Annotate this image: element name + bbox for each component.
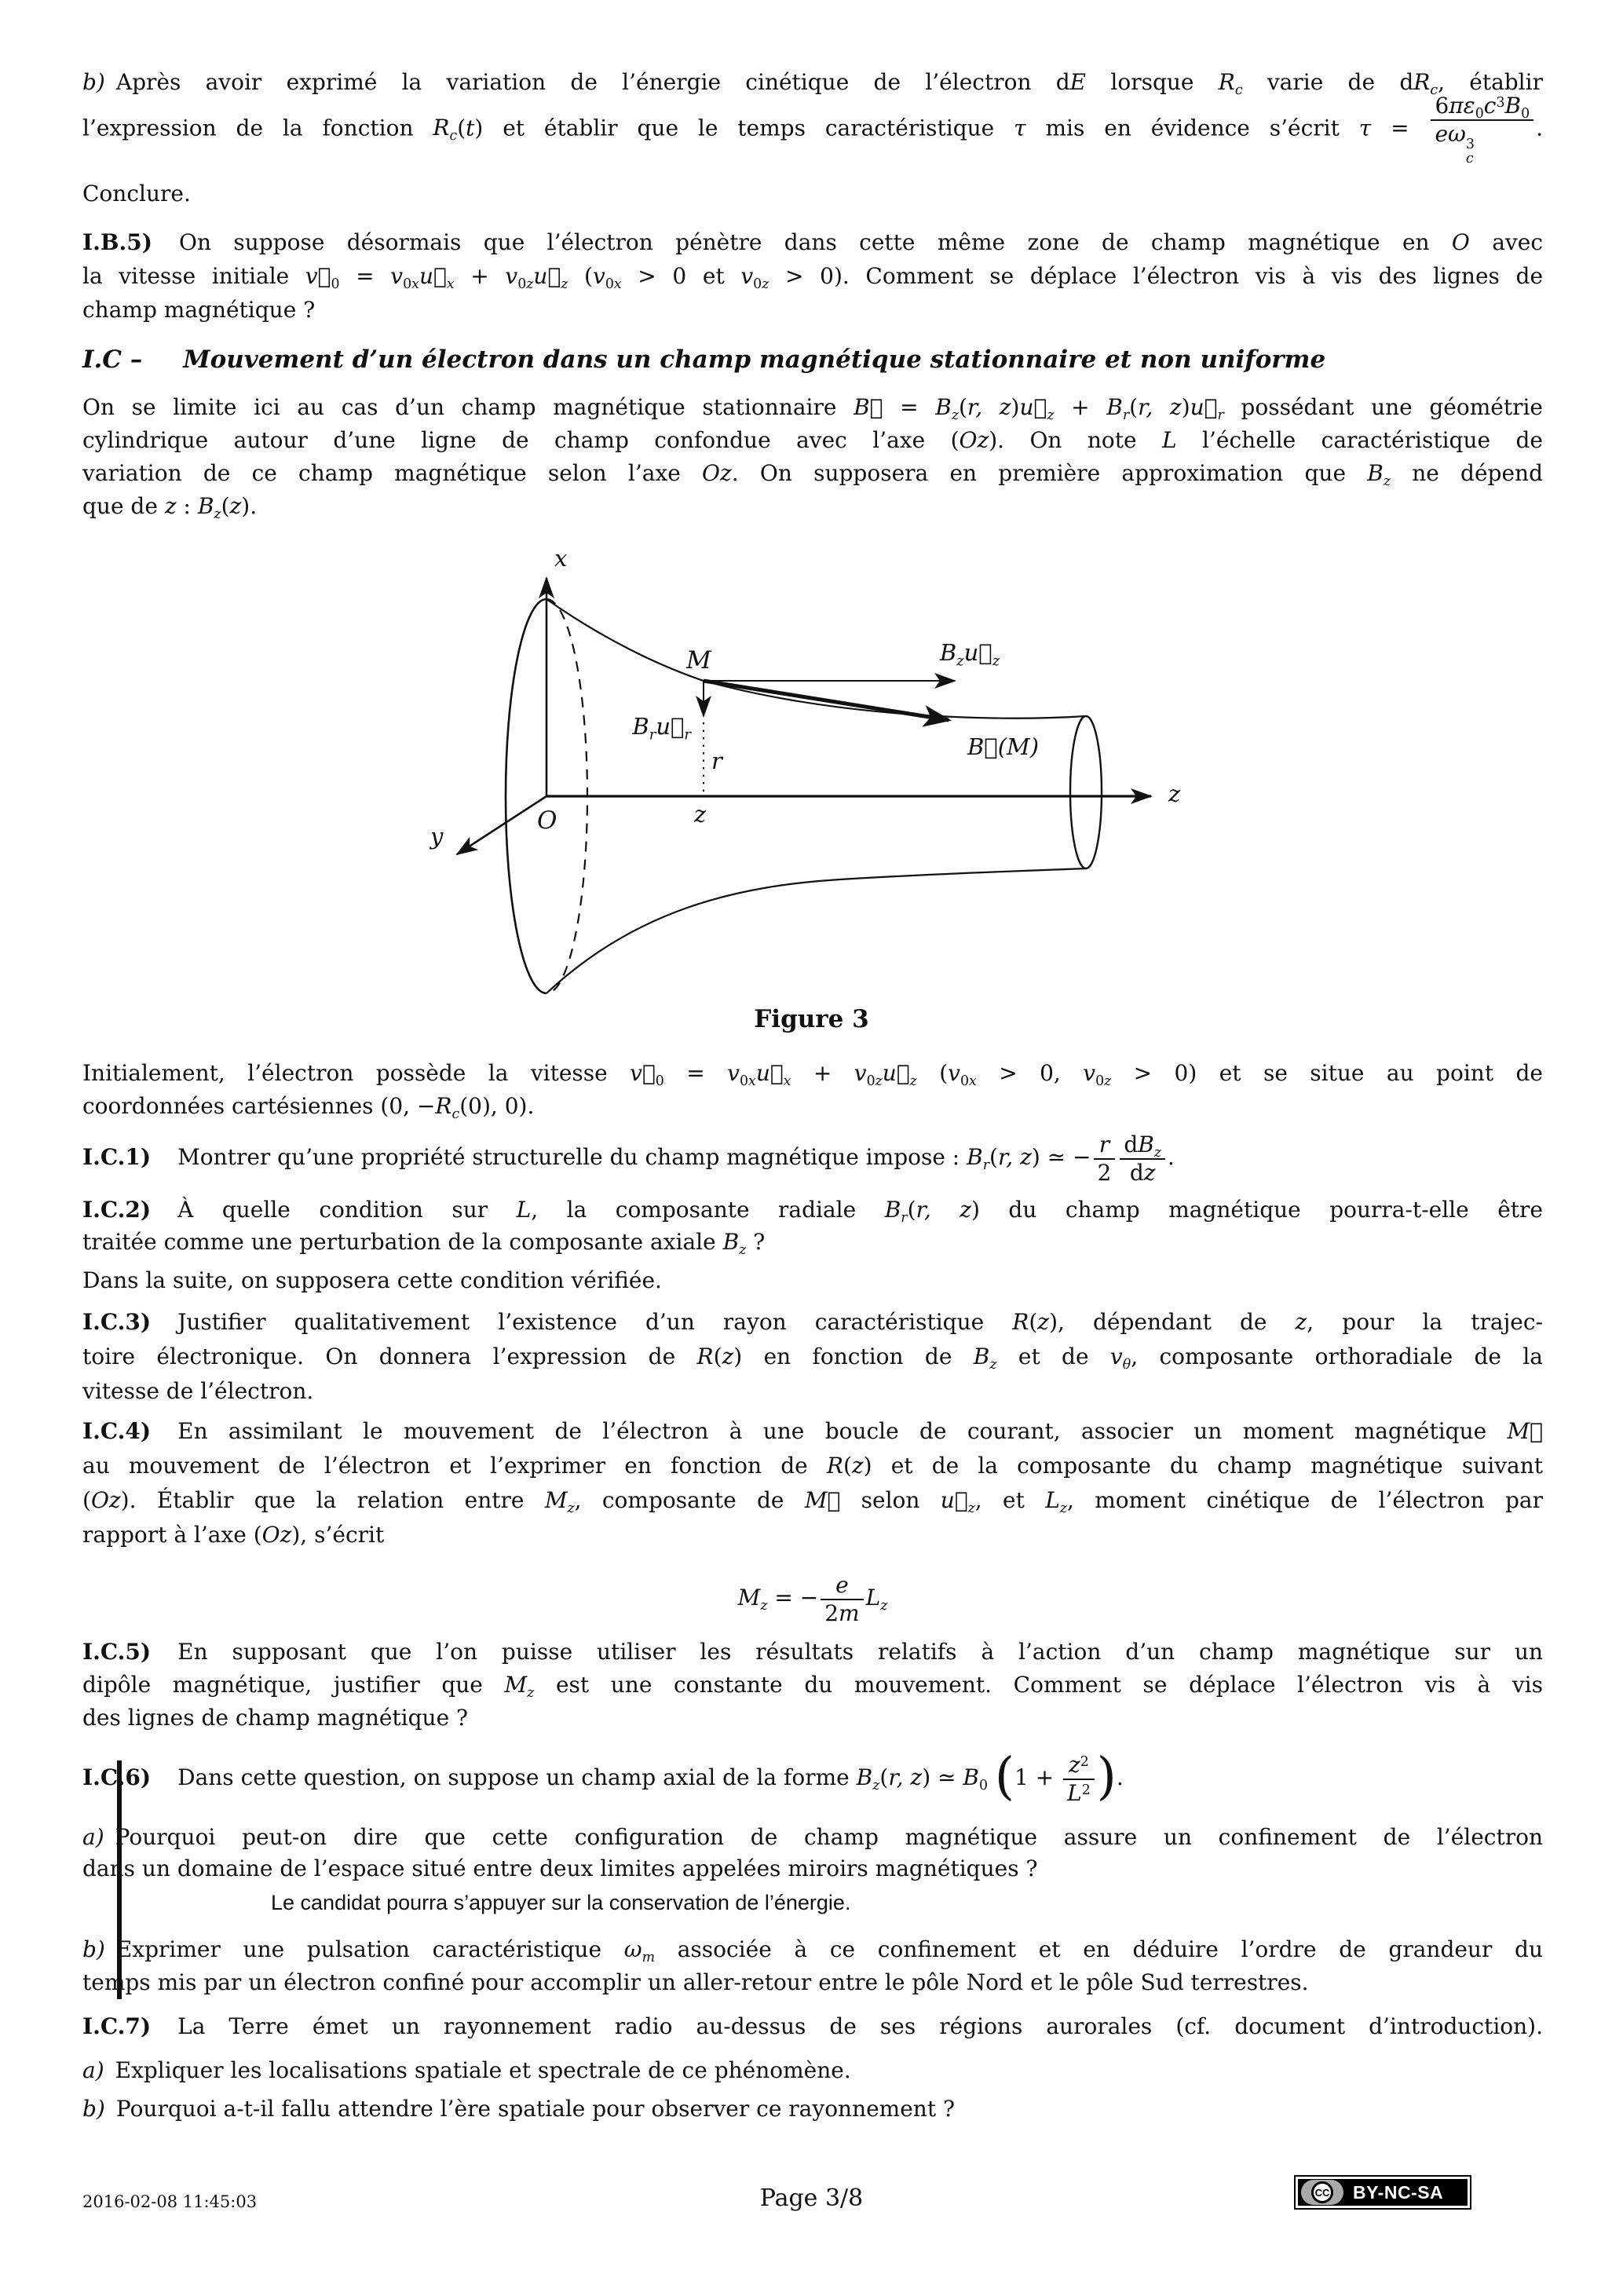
horn-mouth-front-arc bbox=[506, 599, 546, 993]
figure-3-drawing bbox=[424, 542, 1241, 1013]
equation-line: $M_z$ = − $\frac{e}{2m}$ $L_z$ bbox=[737, 1571, 888, 1626]
question-ic6 bbox=[82, 1737, 1543, 1819]
text-line: Initialement, l’électron possède la vitesse $v⃗_0$ = $v_{0x}u⃗_x$ + $v_{0z}u⃗_z$ ($v_{0x} > 0$, $v_{0z} > 0$) et se situe au point de bbox=[82, 1060, 1543, 1090]
paragraph-initial-conditions bbox=[82, 1057, 1543, 1123]
y-axis-label: y bbox=[430, 823, 444, 850]
text-line: la vitesse initiale $v⃗_0$ = $v_{0x}u⃗_x$ + $v_{0z}u⃗_z$ ($v_{0x} > 0$ et $v_{0z} > 0$). Comment se déplace l’électron vis à vis des lignes de bbox=[82, 263, 1544, 293]
cc-logo-icon: CC bbox=[1311, 2181, 1333, 2203]
text-line: dipôle magnétique, justifier que $M_z$ est une constante du mouvement. Comment se déplace l’électron vis à vis bbox=[82, 1672, 1543, 1702]
paragraph-suite bbox=[82, 1264, 1543, 1297]
text-line: des lignes de champ magnétique ? bbox=[82, 1705, 469, 1731]
z-axis-label: z bbox=[1168, 781, 1181, 807]
cc-logo-background bbox=[1301, 2180, 1343, 2205]
y-axis bbox=[457, 796, 546, 854]
text-line: I.C.6) Dans cette question, on suppose un champ axial de la forme $B_z(r$, z) ≃ $B_0$ (1 + $\frac{z^2}{L^2}$ ). bbox=[82, 1746, 1124, 1806]
text-line: I.B.5) On suppose désormais que l’électron pénètre dans cette même zone de champ magnétique en O avec bbox=[82, 229, 1544, 255]
text-line: coordonnées cartésiennes (0, $-R_c(0)$, 0). bbox=[82, 1093, 535, 1123]
text-line: I.C.1) Montrer qu’une propriété structurelle du champ magnétique impose : $B_r(r$, z) ≃ − $\frac{r}{2}$ $\frac{dB_z}{dz}$ . bbox=[82, 1131, 1175, 1186]
b-of-m-label: B⃗(M) bbox=[967, 733, 1040, 760]
section-title: Mouvement d’un électron dans un champ magnétique stationnaire et non uniforme bbox=[183, 345, 1326, 374]
text-line: I.C.2) À quelle condition sur L, la composante radiale $B_r(r$, z) du champ magnétique pourra-t-elle être bbox=[82, 1197, 1543, 1227]
text-line: b) Exprimer une pulsation caractéristique $\omega_m$ associée à ce confinement et en déduire l’ordre de grandeur du bbox=[82, 1936, 1543, 1966]
question-ic7 bbox=[82, 2010, 1543, 2043]
text-line: I.C.7) La Terre émet un rayonnement radio au-dessus de ses régions aurorales (cf. document d’introduction). bbox=[82, 2013, 1543, 2039]
item-ic6-b bbox=[82, 1933, 1543, 1999]
text-line: dans un domaine de l’espace situé entre deux limites appelées miroirs magnétiques ? bbox=[82, 1855, 1038, 1881]
text-line: rapport à l’axe (Oz), s’écrit bbox=[82, 1522, 385, 1548]
radius-label: r bbox=[711, 748, 722, 774]
cc-license-badge bbox=[1294, 2175, 1471, 2210]
question-ic1 bbox=[82, 1121, 1543, 1194]
question-ic5 bbox=[82, 1636, 1543, 1735]
question-ic3 bbox=[82, 1305, 1543, 1409]
text-line: cylindrique autour d’une ligne de champ confondue avec l’axe (Oz). On note L l’échelle caractéristique de bbox=[82, 427, 1543, 453]
b-field-vector-arrow bbox=[704, 681, 949, 720]
cc-license-label: BY-NC-SA bbox=[1353, 2181, 1444, 2203]
equation-mz bbox=[82, 1567, 1543, 1629]
text-line: que de z : $B_z(z)$. bbox=[82, 493, 258, 523]
text-line: Conclure. bbox=[82, 181, 191, 207]
text-line: a) Pourquoi peut-on dire que cette configuration de champ magnétique assure un confinement de l’électron bbox=[82, 1824, 1543, 1850]
item-ic7-a bbox=[82, 2054, 1543, 2087]
text-line: (Oz). Établir que la relation entre $M_z$, composante de M⃗ selon $u⃗_z$, et $L_z$, moment cinétique de l’électron par bbox=[82, 1487, 1543, 1517]
text-line: l’expression de la fonction $R_c(t)$ et établir que le temps caractéristique τ mis en évidence s’écrit τ = $6\pi\varepsilon_0c^3B_0$ eω 3 c . bbox=[82, 93, 1544, 167]
text-line: temps mis par un électron confiné pour accomplir un aller-retour entre le pôle Nord et le pôle Sud terrestres. bbox=[82, 1969, 1309, 1995]
item-ic7-b bbox=[82, 2093, 1543, 2126]
footer-page-number: Page 3/8 bbox=[759, 2184, 864, 2212]
text-line: I.C.4) En assimilant le mouvement de l’électron à une boucle de courant, associer un moment magnétique M⃗ bbox=[82, 1418, 1543, 1444]
paragraph-b-conclusion bbox=[82, 177, 1543, 210]
text-line: b) Après avoir exprimé la variation de l’énergie cinétique de l’électron dE lorsque $R_c$ varie de $dR_c$, établir bbox=[82, 69, 1543, 99]
text-line: Dans la suite, on supposera cette condition vérifiée. bbox=[82, 1267, 662, 1293]
question-ic2 bbox=[82, 1194, 1543, 1258]
text-line: champ magnétique ? bbox=[82, 297, 316, 323]
item-ic6-a bbox=[82, 1822, 1543, 1885]
horn-end-ellipse bbox=[1070, 716, 1102, 868]
figure-caption: Figure 3 bbox=[754, 1005, 869, 1033]
paragraph-b-formula-line bbox=[82, 93, 1543, 166]
footer-timestamp: 2016-02-08 11:45:03 bbox=[82, 2192, 258, 2211]
section-number: I.C – bbox=[82, 345, 143, 374]
horn-bottom-profile bbox=[546, 868, 1086, 993]
text-line: a) Expliquer les localisations spatiale et spectrale de ce phénomène. bbox=[82, 2057, 851, 2083]
question-ib5 bbox=[82, 225, 1543, 327]
figure-3 bbox=[424, 542, 1241, 1013]
text-line: au mouvement de l’électron et l’exprimer en fonction de R(z) et de la composante du champ magnétique suivant bbox=[82, 1453, 1543, 1479]
text-line: On se limite ici au cas d’un champ magnétique stationnaire B⃗ = $B_z(r$, $z)u⃗_z + B_r(r$, $z)u⃗_r$ possédant une géométrie bbox=[82, 394, 1543, 424]
text-line: variation de ce champ magnétique selon l’axe Oz. On supposera en première approximation que $B_z$ ne dépend bbox=[82, 460, 1543, 490]
hint-note: Le candidat pourra s’appuyer sur la conservation de l’énergie. bbox=[271, 1891, 851, 1914]
bz-uz-label: $B_zu⃗_z$ bbox=[939, 639, 1000, 670]
text-line: traitée comme une perturbation de la composante axiale $B_z$ ? bbox=[82, 1229, 766, 1259]
z-coordinate-label: z bbox=[694, 801, 707, 828]
paragraph-ic-intro bbox=[82, 391, 1543, 523]
section-heading-ic bbox=[82, 345, 1543, 374]
text-line: vitesse de l’électron. bbox=[82, 1378, 314, 1404]
text-line: I.C.5) En supposant que l’on puisse utiliser les résultats relatifs à l’action d’un champ magnétique sur un bbox=[82, 1639, 1543, 1665]
question-ic4 bbox=[82, 1414, 1543, 1552]
br-ur-label: $B_ru⃗_r$ bbox=[632, 713, 691, 744]
x-axis-label: x bbox=[554, 545, 568, 572]
text-line: I.C.3) Justifier qualitativement l’existence d’un rayon caractéristique R(z), dépendant de z, pour la trajec- bbox=[82, 1309, 1543, 1335]
point-m-label: M bbox=[686, 646, 711, 675]
text-line: toire électronique. On donnera l’expression de R(z) en fonction de $B_z$ et de $v_\theta$, composante orthoradiale de la bbox=[82, 1344, 1543, 1373]
text-line: b) Pourquoi a-t-il fallu attendre l’ère spatiale pour observer ce rayonnement ? bbox=[82, 2096, 956, 2122]
origin-label: O bbox=[537, 806, 557, 835]
